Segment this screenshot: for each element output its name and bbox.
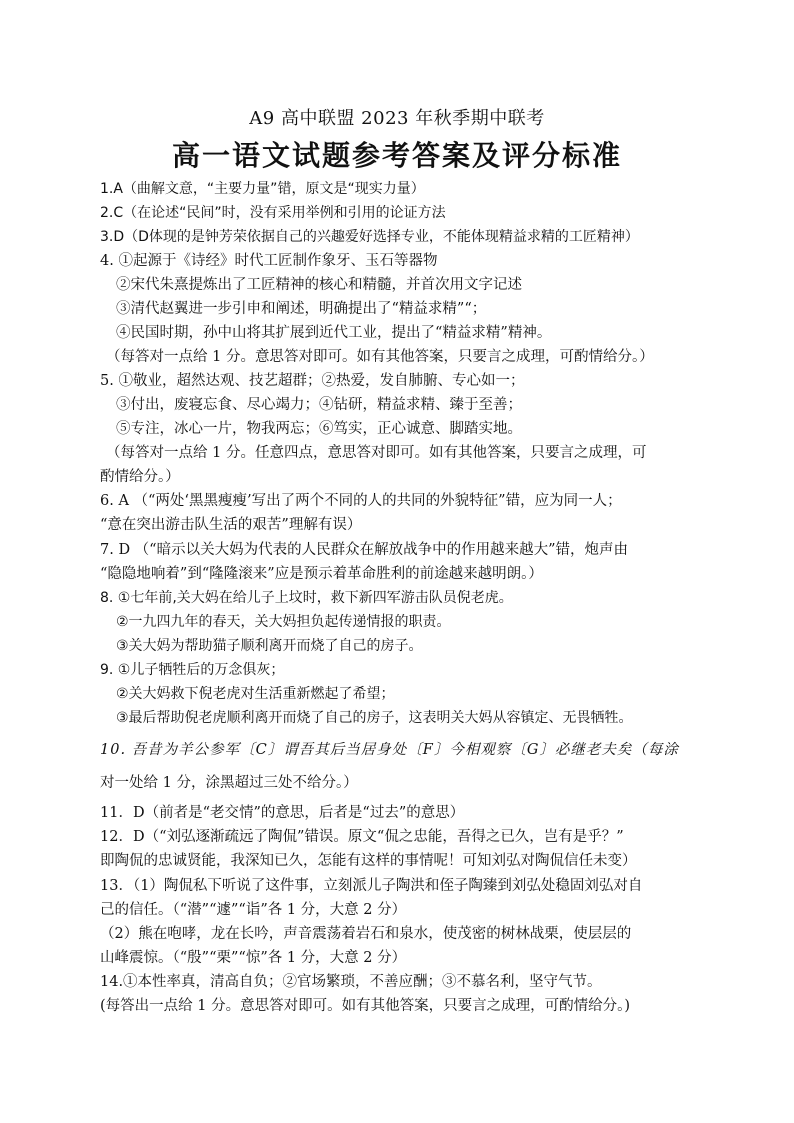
answer-q5-line: ③付出，废寝忘食、尽心竭力；④钻研，精益求精、臻于至善； <box>116 397 522 413</box>
answer-q7-line: 7. D （“暗示以关大妈为代表的人民群众在解放战争中的作用越来越大”错，炮声由 <box>100 542 629 558</box>
answer-q6-line: 6. A （“两处‘黑黑瘦瘦’写出了两个不同的人的共同的外貌特征”错，应为同一人； <box>100 493 622 509</box>
answer-q4-scoring: （每答对一点给 1 分。意思答对即可。如有其他答案，只要言之成理，可酌情给分。） <box>106 349 654 365</box>
answer-q9-line: ②关大妈救下倪老虎对生活重新燃起了希望； <box>116 686 395 702</box>
answer-q5-line: ⑤专注，冰心一片，物我两忘；⑥笃实，正心诚意、脚踏实地。 <box>116 421 522 437</box>
answer-q5-scoring: （每答对一点给 1 分。任意四点，意思答对即可。如有其他答案，只要言之成理，可 <box>106 445 647 461</box>
answer-q9-line: 9. ①儿子牺牲后的万念俱灰； <box>100 662 285 678</box>
answer-q13-line: 己的信任。（“潜”“遽”“诣”各 1 分，大意 2 分） <box>100 902 407 918</box>
answer-q13-line: 山峰震惊。（“殷”“栗”“惊”各 1 分，大意 2 分） <box>100 950 407 966</box>
answer-q8-line: 8. ①七年前,关大妈在给儿子上坟时，救下新四军游击队员倪老虎。 <box>100 590 513 606</box>
answer-q1: 1.A（曲解文意，“主要力量”错，原文是“现实力量） <box>100 181 425 197</box>
answer-q10-scoring: 对一处给 1 分，涂黑超过三处不给分。） <box>100 775 358 791</box>
answer-q9-line: ③最后帮助倪老虎顺利离开而烧了自己的房子，这表明关大妈从容镇定、无畏牺牲。 <box>116 710 633 726</box>
answer-q8-line: ③关大妈为帮助猫子顺利离开而烧了自己的房子。 <box>116 638 423 654</box>
answer-q4-line: ④民国时期，孙中山将其扩展到近代工业，提出了“精益求精”精神。 <box>116 325 552 341</box>
answer-q12-line: 即陶侃的忠诚贤能，我深知已久，怎能有这样的事情呢！可知刘弘对陶侃信任未变） <box>100 853 637 869</box>
answer-q4-line: ③清代赵翼进一步引申和阐述，明确提出了“精益求精”“； <box>116 301 487 317</box>
answer-q14-line: 14.①本性率真，清高自负；②官场繁琐，不善应酬；③不慕名利，坚守气节。 <box>100 974 602 990</box>
answer-q7-line: “隐隐地响着”到“隆隆滚来”应是预示着革命胜利的前途越来越明朗。） <box>100 566 543 582</box>
exam-subtitle: A9 高中联盟 2023 年秋季期中联考 <box>249 108 545 129</box>
answer-q14-scoring: (每答出一点给 1 分。意思答对即可。如有其他答案，只要言之成理，可酌情给分。) <box>100 998 631 1014</box>
answer-q12-line: 12．D（“刘弘逐渐疏远了陶侃”错误。原文“侃之忠能，吾得之已久，岂有是乎？” <box>100 829 624 845</box>
answer-q4-line: 4. ①起源于《诗经》时代工匠制作象牙、玉石等器物 <box>100 253 438 269</box>
answer-q11: 11．D（前者是“老交情”的意思，后者是“过去”的意思） <box>100 805 465 821</box>
page-title: 高一语文试题参考答案及评分标准 <box>171 139 622 172</box>
answer-q5-scoring: 酌情给分。） <box>100 469 180 485</box>
answer-q10-line: 10. 吾昔为羊公参军〔C〕谓吾其后当居身处〔F〕今相观察〔G〕必继老夫矣（每涂 <box>100 742 679 758</box>
answer-q8-line: ②一九四九年的春天，关大妈担负起传递情报的职责。 <box>116 614 451 630</box>
answer-q3: 3.D（D体现的是钟芳荣依据自己的兴趣爱好选择专业，不能体现精益求精的工匠精神） <box>100 229 639 245</box>
answer-q13-line: （2）熊在咆哮，龙在长吟，声音震荡着岩石和泉水，使茂密的树林战栗，使层层的 <box>100 926 632 942</box>
answer-q6-line: “意在突出游击队生活的艰苦”理解有误） <box>100 517 362 533</box>
answer-q4-line: ②宋代朱熹提炼出了工匠精神的核心和精髓，并首次用文字记述 <box>116 277 522 293</box>
answer-q2: 2.C（在论述“民间”时，没有采用举例和引用的论证方法 <box>100 205 446 221</box>
answer-q13-line: 13．（1）陶侃私下听说了这件事，立刻派儿子陶洪和侄子陶臻到刘弘处稳固刘弘对自 <box>100 878 643 894</box>
answer-q5-line: 5. ①敬业，超然达观、技艺超群；②热爱，发自肺腑、专心如一； <box>100 373 525 389</box>
